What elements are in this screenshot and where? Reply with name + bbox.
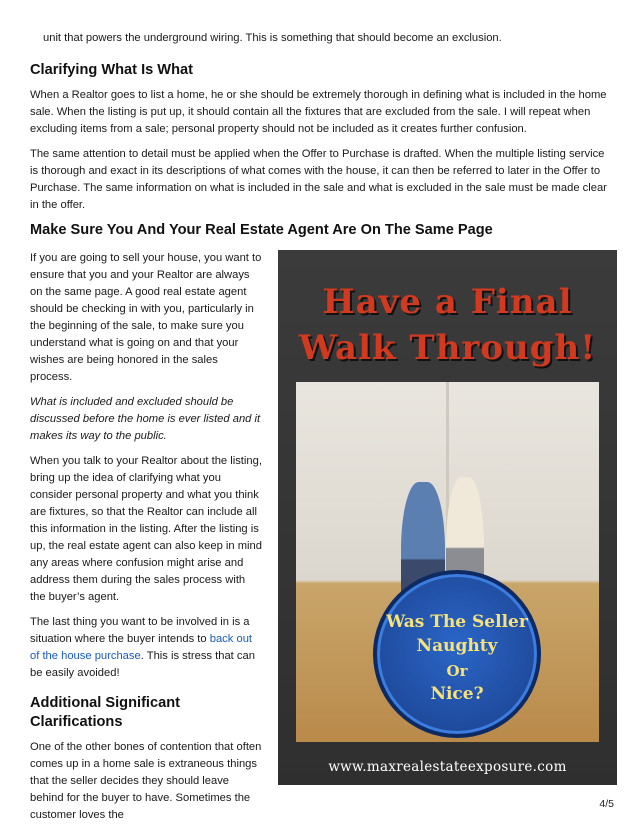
badge-line: Nice? — [430, 684, 484, 704]
italic-text: What is included and excluded should be discussed before the home is ever listed and it makes its way to the public. — [30, 396, 261, 442]
section-same-page — [30, 221, 615, 247]
image-title-line: Walk Through! — [298, 328, 597, 368]
section-heading: Additional Significant Clarifications — [30, 695, 180, 730]
naughty-or-nice-badge — [373, 570, 541, 738]
image-title-line: Have a Final — [322, 282, 573, 322]
image-url-caption: www.maxrealestateexposure.com — [328, 759, 567, 775]
paragraph-with-link — [30, 614, 262, 682]
section-clarifying — [30, 61, 615, 222]
walk-through-image — [278, 250, 617, 785]
lead-paragraph: unit that powers the underground wiring. This is something that should become an exclusion. — [43, 32, 502, 44]
page-number: 4/5 — [599, 798, 614, 810]
text: The last thing you want to be involved in is a situation where the buyer intends to — [30, 616, 250, 645]
italic-paragraph — [30, 394, 262, 445]
text: . This is stress that can be easily avoided! — [30, 650, 255, 679]
left-column — [30, 250, 262, 832]
badge-line: Or — [446, 662, 468, 680]
section-heading: Clarifying What Is What — [30, 62, 193, 78]
paragraph: If you are going to sell your house, you want to ensure that you and your Realtor are always on the same page. A good real estate agent should be checking in with you, particularly in the beginning of the sale, to make sure you understand what is going on and that your wishes are being honored in the sales process. — [30, 252, 262, 383]
paragraph: The same attention to detail must be applied when the Offer to Purchase is drafted. When the multiple listing service is thorough and exact in its descriptions of what comes with the house, it can then be referred to later in the Offer to Purchase. The same information on what is included in the sale and what is excluded in the sale must be made clear in the offer. — [30, 148, 607, 211]
back-out-link[interactable]: back out of the house purchase — [30, 633, 253, 662]
paragraph: When you talk to your Realtor about the listing, bring up the idea of clarifying what you consider personal property and what you think are fixtures, so that the Realtor can include all this information in the listing. After the listing is up, the real estate agent can also keep in mind any areas where confusion might arise and address them during the sales process with the buyer’s agent. — [30, 455, 262, 603]
paragraph: One of the other bones of contention that often comes up in a home sale is extraneous things that the seller decides they should leave behind for the buyer to have. Sometimes the customer loves the — [30, 741, 262, 821]
section-heading: Make Sure You And Your Real Estate Agent Are On The Same Page — [30, 222, 493, 238]
paragraph: When a Realtor goes to list a home, he or she should be extremely thorough in defining what is included in the home sale. When the listing is put up, it should contain all the fixtures that are excluded from the sale. I will repeat when excluding items from a sale; personal property should not be included as it creates further confusion. — [30, 89, 607, 135]
badge-line: Was The Seller — [386, 612, 528, 632]
badge-line: Naughty — [416, 636, 498, 656]
